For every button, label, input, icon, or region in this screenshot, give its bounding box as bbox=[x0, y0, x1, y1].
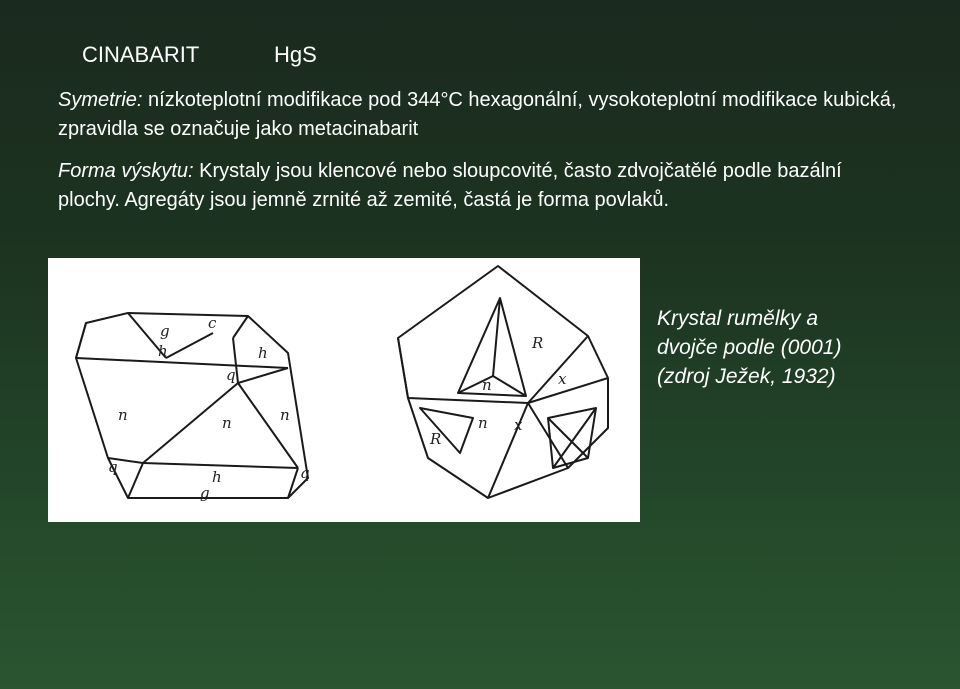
chemical-formula: HgS bbox=[274, 42, 317, 67]
occurrence-label: Forma výskytu: bbox=[58, 160, 194, 182]
figure-caption bbox=[657, 304, 947, 391]
caption-line: dvojče podle (0001) bbox=[657, 336, 842, 359]
face-label: h bbox=[212, 468, 222, 486]
face-label: n bbox=[118, 406, 128, 424]
face-label: q bbox=[300, 464, 310, 482]
face-label: R bbox=[430, 430, 442, 448]
face-label: n bbox=[222, 414, 232, 432]
face-label: g bbox=[200, 484, 210, 502]
face-label: n bbox=[482, 376, 492, 394]
symmetry-label: Symetrie: bbox=[58, 89, 143, 111]
occurrence-text: Krystaly jsou klencové nebo sloupcovité, často zdvojčatělé podle bazální plochy. Agregáty jsou jemně zrnité až zemité, častá je forma povlaků. bbox=[58, 160, 842, 211]
symmetry-paragraph bbox=[58, 86, 908, 144]
face-label: h bbox=[158, 342, 168, 360]
occurrence-paragraph bbox=[58, 157, 908, 215]
slide-title bbox=[82, 42, 317, 68]
face-label: g bbox=[160, 322, 170, 340]
face-label: q bbox=[108, 458, 118, 476]
crystal-figure bbox=[48, 258, 640, 522]
face-label: R bbox=[532, 334, 544, 352]
face-label: n bbox=[280, 406, 290, 424]
face-label: x bbox=[558, 370, 567, 388]
face-label: h bbox=[258, 344, 268, 362]
caption-line: Krystal rumělky a bbox=[657, 307, 819, 330]
face-label: q bbox=[226, 366, 236, 384]
face-label: n bbox=[478, 414, 488, 432]
caption-line: (zdroj Ježek, 1932) bbox=[657, 365, 836, 388]
crystal-drawing bbox=[48, 258, 640, 522]
face-label: x bbox=[514, 416, 523, 434]
right-crystal-outline bbox=[398, 266, 608, 498]
symmetry-text: nízkoteplotní modifikace pod 344°C hexagonální, vysokoteplotní modifikace kubická, zpravidla se označuje jako metacinabarit bbox=[58, 89, 897, 140]
face-label: c bbox=[208, 314, 217, 332]
mineral-name: CINABARIT bbox=[82, 42, 200, 67]
